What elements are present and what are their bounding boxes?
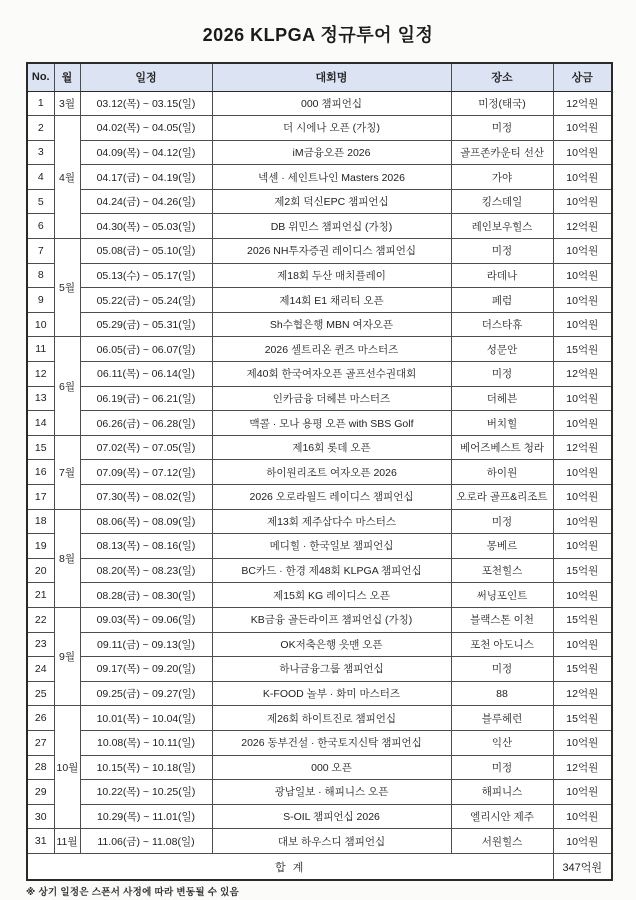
cell-date: 05.08(금) ~ 05.10(일) [80, 239, 212, 264]
cell-date: 06.26(금) ~ 06.28(일) [80, 411, 212, 436]
cell-no: 29 [27, 780, 54, 805]
cell-prize: 15억원 [553, 657, 612, 682]
cell-date: 04.02(목) ~ 04.05(일) [80, 116, 212, 141]
cell-prize: 10억원 [553, 263, 612, 288]
cell-prize: 10억원 [553, 485, 612, 510]
cell-prize: 10억원 [553, 288, 612, 313]
cell-prize: 10억원 [553, 165, 612, 190]
cell-prize: 10억원 [553, 534, 612, 559]
cell-name: 하이원리조트 여자오픈 2026 [212, 460, 451, 485]
cell-venue: 하이원 [451, 460, 553, 485]
table-row [27, 189, 612, 214]
cell-month: 5월 [54, 239, 80, 337]
cell-prize: 12억원 [553, 435, 612, 460]
cell-name: 제13회 제주삼다수 마스터스 [212, 509, 451, 534]
cell-no: 15 [27, 435, 54, 460]
cell-date: 03.12(목) ~ 03.15(일) [80, 91, 212, 116]
footnote: ※ 상기 일정은 스폰서 사정에 따라 변동될 수 있음 [26, 887, 240, 898]
cell-month: 9월 [54, 607, 80, 705]
cell-prize: 12억원 [553, 214, 612, 239]
cell-date: 09.11(금) ~ 09.13(일) [80, 632, 212, 657]
cell-prize: 10억원 [553, 386, 612, 411]
table-row [27, 263, 612, 288]
cell-date: 05.13(수) ~ 05.17(일) [80, 263, 212, 288]
cell-prize: 10억원 [553, 116, 612, 141]
cell-name: iM금융오픈 2026 [212, 140, 451, 165]
cell-venue: 서원힐스 [451, 829, 553, 854]
cell-venue: 블루헤런 [451, 706, 553, 731]
table-row [27, 804, 612, 829]
cell-no: 20 [27, 558, 54, 583]
cell-venue: 더헤븐 [451, 386, 553, 411]
cell-name: KB금융 골든라이프 챔피언십 (가칭) [212, 607, 451, 632]
cell-date: 06.11(목) ~ 06.14(일) [80, 362, 212, 387]
table-row [27, 607, 612, 632]
schedule-table-body [27, 91, 612, 853]
cell-month: 11월 [54, 829, 80, 854]
cell-name: 000 챔피언십 [212, 91, 451, 116]
cell-no: 25 [27, 681, 54, 706]
cell-name: 제2회 덕신EPC 챔피언십 [212, 189, 451, 214]
cell-prize: 10억원 [553, 583, 612, 608]
cell-date: 10.22(목) ~ 10.25(일) [80, 780, 212, 805]
cell-prize: 10억원 [553, 239, 612, 264]
cell-prize: 12억원 [553, 755, 612, 780]
table-row [27, 116, 612, 141]
cell-no: 6 [27, 214, 54, 239]
cell-venue: 미정 [451, 509, 553, 534]
cell-venue: 미정 [451, 362, 553, 387]
table-row [27, 435, 612, 460]
table-row [27, 239, 612, 264]
table-row [27, 657, 612, 682]
total-value: 347억원 [553, 853, 612, 880]
header-row [27, 63, 612, 91]
cell-name: 하나금융그룹 챔피언십 [212, 657, 451, 682]
cell-name: BC카드 · 한경 제48회 KLPGA 챔피언십 [212, 558, 451, 583]
cell-prize: 10억원 [553, 411, 612, 436]
table-row [27, 583, 612, 608]
cell-no: 11 [27, 337, 54, 362]
table-row [27, 632, 612, 657]
cell-venue: 미정 [451, 239, 553, 264]
cell-date: 08.13(목) ~ 08.16(일) [80, 534, 212, 559]
cell-no: 1 [27, 91, 54, 116]
cell-date: 10.29(목) ~ 11.01(일) [80, 804, 212, 829]
cell-date: 07.02(목) ~ 07.05(일) [80, 435, 212, 460]
cell-date: 11.06(금) ~ 11.08(일) [80, 829, 212, 854]
table-row [27, 829, 612, 854]
cell-name: K-FOOD 놀부 · 화미 마스터즈 [212, 681, 451, 706]
cell-date: 09.17(목) ~ 09.20(일) [80, 657, 212, 682]
cell-date: 07.30(목) ~ 08.02(일) [80, 485, 212, 510]
cell-venue: 성문안 [451, 337, 553, 362]
cell-no: 8 [27, 263, 54, 288]
table-row [27, 485, 612, 510]
cell-prize: 15억원 [553, 558, 612, 583]
cell-prize: 10억원 [553, 632, 612, 657]
cell-date: 09.25(금) ~ 09.27(일) [80, 681, 212, 706]
cell-prize: 10억원 [553, 780, 612, 805]
cell-no: 30 [27, 804, 54, 829]
cell-venue: 라데나 [451, 263, 553, 288]
cell-name: 인카금융 더헤븐 마스터즈 [212, 386, 451, 411]
cell-venue: 해피니스 [451, 780, 553, 805]
cell-prize: 10억원 [553, 460, 612, 485]
cell-name: 2026 오로라월드 레이디스 챔피언십 [212, 485, 451, 510]
cell-no: 22 [27, 607, 54, 632]
cell-month: 7월 [54, 435, 80, 509]
cell-date: 07.09(목) ~ 07.12(일) [80, 460, 212, 485]
cell-date: 08.28(금) ~ 08.30(일) [80, 583, 212, 608]
cell-no: 31 [27, 829, 54, 854]
cell-no: 10 [27, 312, 54, 337]
cell-prize: 10억원 [553, 804, 612, 829]
table-row [27, 534, 612, 559]
cell-prize: 10억원 [553, 509, 612, 534]
table-row [27, 91, 612, 116]
cell-no: 4 [27, 165, 54, 190]
cell-name: 광남일보 · 해피니스 오픈 [212, 780, 451, 805]
cell-name: 메디힐 · 한국일보 챔피언십 [212, 534, 451, 559]
table-row [27, 288, 612, 313]
cell-name: 2026 동부건설 · 한국토지신탁 챔피언십 [212, 730, 451, 755]
cell-no: 5 [27, 189, 54, 214]
column-header-no: No. [27, 63, 54, 91]
cell-venue: 버치힐 [451, 411, 553, 436]
cell-name: 제18회 두산 매치플레이 [212, 263, 451, 288]
cell-name: Sh수협은행 MBN 여자오픈 [212, 312, 451, 337]
total-label: 합 계 [27, 853, 553, 880]
cell-venue: 미정(태국) [451, 91, 553, 116]
column-header-venue: 장소 [451, 63, 553, 91]
cell-no: 24 [27, 657, 54, 682]
cell-date: 04.24(금) ~ 04.26(일) [80, 189, 212, 214]
cell-name: 제16회 롯데 오픈 [212, 435, 451, 460]
cell-venue: 킹스데일 [451, 189, 553, 214]
cell-month: 6월 [54, 337, 80, 435]
cell-no: 18 [27, 509, 54, 534]
cell-name: 대보 하우스디 챔피언십 [212, 829, 451, 854]
cell-no: 17 [27, 485, 54, 510]
cell-prize: 12억원 [553, 362, 612, 387]
table-row [27, 460, 612, 485]
cell-no: 9 [27, 288, 54, 313]
column-header-prize: 상금 [553, 63, 612, 91]
cell-name: 2026 셀트리온 퀸즈 마스터즈 [212, 337, 451, 362]
table-row [27, 558, 612, 583]
cell-date: 09.03(목) ~ 09.06(일) [80, 607, 212, 632]
table-row [27, 165, 612, 190]
cell-no: 27 [27, 730, 54, 755]
cell-prize: 10억원 [553, 730, 612, 755]
cell-name: DB 위민스 챔피언십 (가칭) [212, 214, 451, 239]
cell-date: 05.22(금) ~ 05.24(일) [80, 288, 212, 313]
cell-no: 26 [27, 706, 54, 731]
table-row [27, 312, 612, 337]
cell-name: 2026 NH투자증권 레이디스 챔피언십 [212, 239, 451, 264]
cell-month: 8월 [54, 509, 80, 607]
table-row [27, 337, 612, 362]
cell-venue: 가야 [451, 165, 553, 190]
cell-date: 08.20(목) ~ 08.23(일) [80, 558, 212, 583]
cell-date: 06.19(금) ~ 06.21(일) [80, 386, 212, 411]
cell-venue: 미정 [451, 657, 553, 682]
cell-name: 제14회 E1 채리티 오픈 [212, 288, 451, 313]
column-header-name: 대회명 [212, 63, 451, 91]
cell-prize: 15억원 [553, 607, 612, 632]
cell-no: 3 [27, 140, 54, 165]
table-row [27, 706, 612, 731]
cell-prize: 12억원 [553, 681, 612, 706]
column-header-month: 월 [54, 63, 80, 91]
cell-month: 4월 [54, 116, 80, 239]
cell-prize: 12억원 [553, 91, 612, 116]
cell-date: 04.17(금) ~ 04.19(일) [80, 165, 212, 190]
cell-name: S-OIL 챔피언십 2026 [212, 804, 451, 829]
cell-month: 3월 [54, 91, 80, 116]
cell-name: 제26회 하이트진로 챔피언십 [212, 706, 451, 731]
cell-name: 넥센 · 세인트나인 Masters 2026 [212, 165, 451, 190]
cell-prize: 15억원 [553, 337, 612, 362]
cell-prize: 10억원 [553, 189, 612, 214]
column-header-date: 일정 [80, 63, 212, 91]
table-row [27, 681, 612, 706]
table-row [27, 411, 612, 436]
table-header [27, 63, 612, 91]
cell-venue: 몽베르 [451, 534, 553, 559]
page-title: 2026 KLPGA 정규투어 일정 [202, 25, 434, 45]
cell-no: 28 [27, 755, 54, 780]
cell-name: 제15회 KG 레이디스 오픈 [212, 583, 451, 608]
cell-date: 04.09(목) ~ 04.12(일) [80, 140, 212, 165]
table-row [27, 755, 612, 780]
cell-prize: 10억원 [553, 312, 612, 337]
table-row [27, 362, 612, 387]
cell-no: 2 [27, 116, 54, 141]
total-row [27, 853, 612, 880]
cell-venue: 포천힐스 [451, 558, 553, 583]
cell-no: 21 [27, 583, 54, 608]
cell-prize: 10억원 [553, 829, 612, 854]
cell-date: 08.06(목) ~ 08.09(일) [80, 509, 212, 534]
table-row [27, 509, 612, 534]
cell-no: 7 [27, 239, 54, 264]
cell-date: 04.30(목) ~ 05.03(일) [80, 214, 212, 239]
cell-no: 19 [27, 534, 54, 559]
schedule-table [26, 62, 613, 881]
cell-date: 10.15(목) ~ 10.18(일) [80, 755, 212, 780]
cell-venue: 미정 [451, 755, 553, 780]
table-row [27, 214, 612, 239]
schedule-table-container [26, 62, 611, 881]
cell-no: 13 [27, 386, 54, 411]
cell-venue: 오로라 골프&리조트 [451, 485, 553, 510]
cell-name: 더 시에나 오픈 (가칭) [212, 116, 451, 141]
cell-name: 제40회 한국여자오픈 골프선수권대회 [212, 362, 451, 387]
cell-venue: 베어즈베스트 청라 [451, 435, 553, 460]
cell-no: 16 [27, 460, 54, 485]
cell-no: 12 [27, 362, 54, 387]
cell-venue: 88 [451, 681, 553, 706]
cell-venue: 익산 [451, 730, 553, 755]
cell-prize: 15억원 [553, 706, 612, 731]
table-row [27, 386, 612, 411]
cell-venue: 더스타휴 [451, 312, 553, 337]
cell-date: 10.01(목) ~ 10.04(일) [80, 706, 212, 731]
cell-prize: 10억원 [553, 140, 612, 165]
table-row [27, 780, 612, 805]
table-footer [27, 853, 612, 880]
cell-venue: 포천 아도니스 [451, 632, 553, 657]
cell-date: 05.29(금) ~ 05.31(일) [80, 312, 212, 337]
cell-month: 10월 [54, 706, 80, 829]
cell-venue: 엘리시안 제주 [451, 804, 553, 829]
cell-date: 10.08(목) ~ 10.11(일) [80, 730, 212, 755]
cell-no: 23 [27, 632, 54, 657]
cell-date: 06.05(금) ~ 06.07(일) [80, 337, 212, 362]
cell-venue: 페럼 [451, 288, 553, 313]
cell-venue: 써닝포인트 [451, 583, 553, 608]
cell-venue: 골프존카운티 선산 [451, 140, 553, 165]
cell-venue: 레인보우힐스 [451, 214, 553, 239]
cell-name: 맥콜 · 모나 용평 오픈 with SBS Golf [212, 411, 451, 436]
cell-venue: 미정 [451, 116, 553, 141]
cell-name: OK저축은행 읏맨 오픈 [212, 632, 451, 657]
cell-name: 000 오픈 [212, 755, 451, 780]
cell-no: 14 [27, 411, 54, 436]
table-row [27, 730, 612, 755]
cell-venue: 블랙스톤 이천 [451, 607, 553, 632]
table-row [27, 140, 612, 165]
